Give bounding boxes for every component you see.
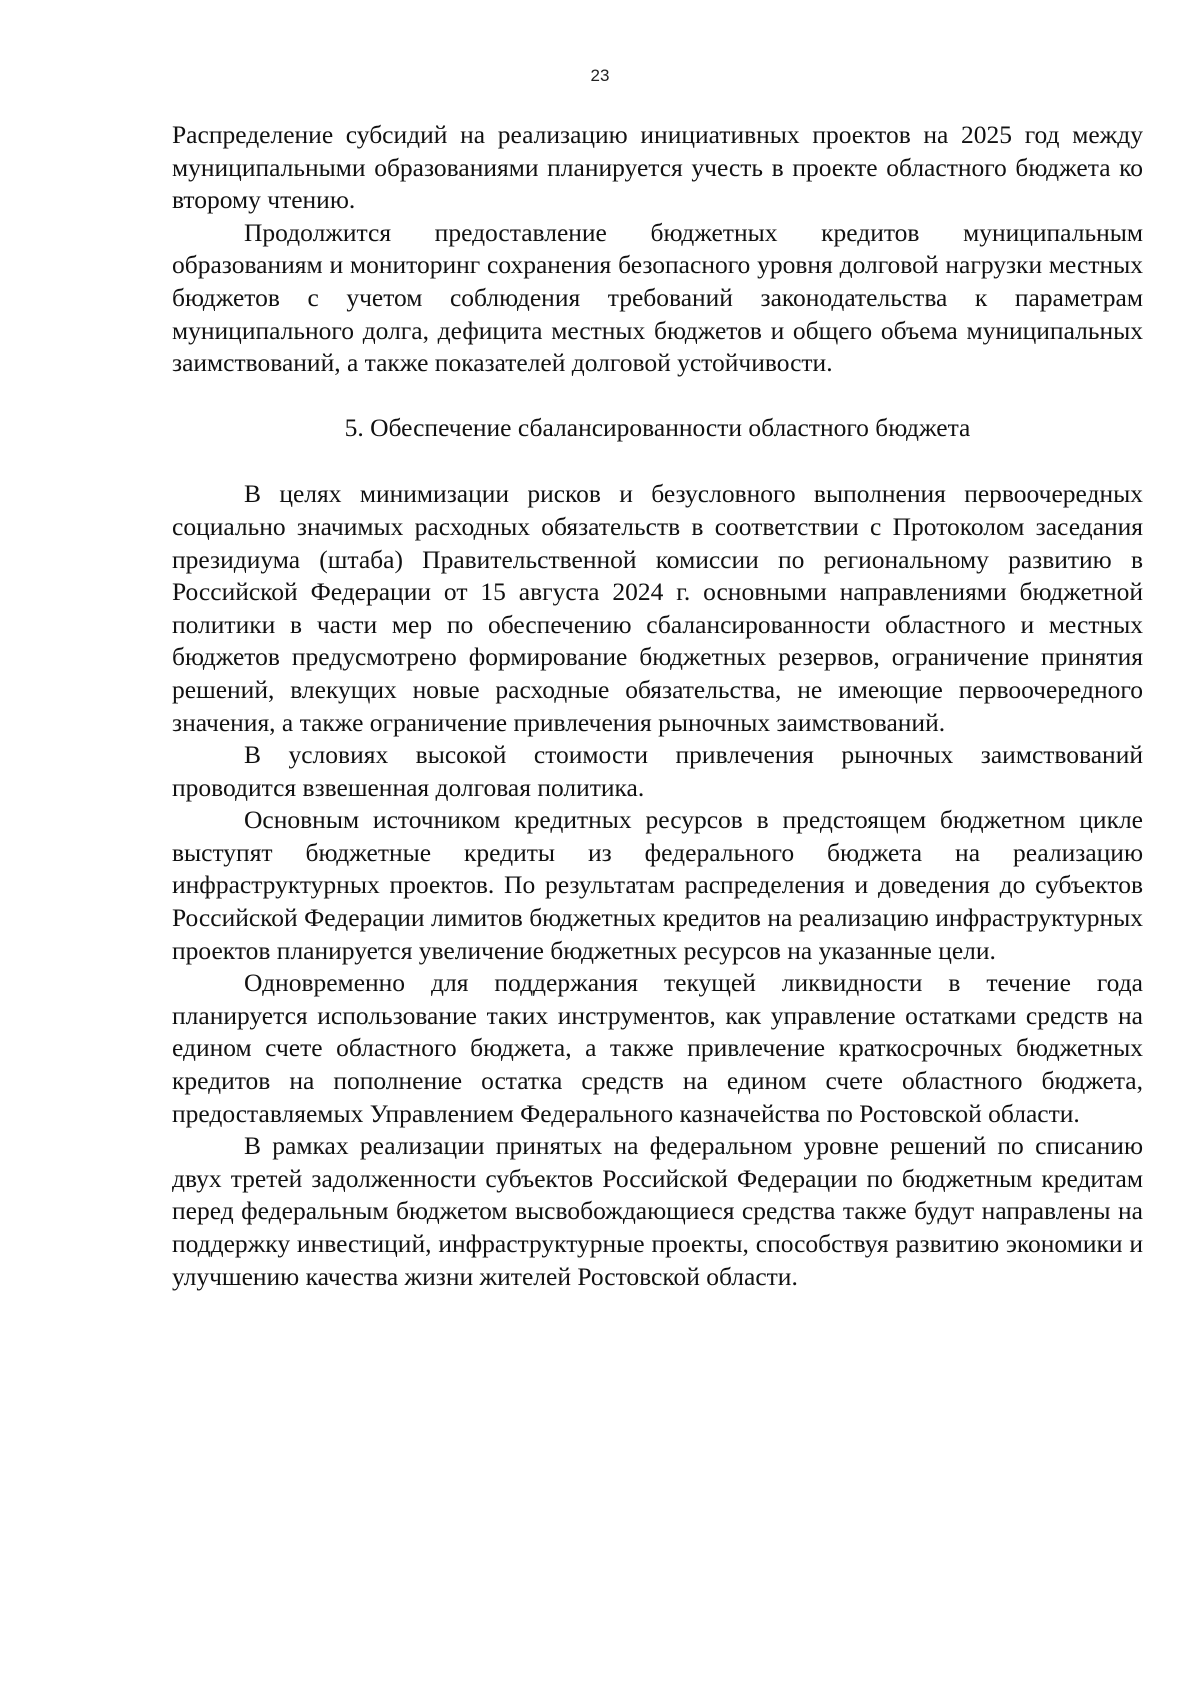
spacer bbox=[172, 380, 1143, 412]
paragraph-debt-write-off: В рамках реализации принятых на федеральном уровне решений по списанию двух третей задолженности субъектов Российской Федерации по бюджетным кредитам перед федеральным бюджетом высвобождающиеся средства также будут направлены на поддержку инвестиций, инфраструктурные проекты, способствуя развитию экономики и улучшению качества жизни жителей Ростовской области. bbox=[172, 1131, 1143, 1291]
paragraph-risk-minimization: В целях минимизации рисков и безусловного выполнения первоочередных социально значимых расходных обязательств в соответствии с Протоколом заседания президиума (штаба) Правительственной комиссии по региональному развитию в Российской Федерации от 15 августа 2024 г. основными направлениями бюджетной политики в части мер по обеспечению сбалансированности областного и местных бюджетов предусмотрено формирование бюджетных резервов, ограничение принятия решений, влекущих новые расходные обязательства, не имеющие первоочередного значения, а также ограничение привлечения рыночных заимствований. bbox=[172, 479, 1143, 737]
paragraph-liquidity-instruments: Одновременно для поддержания текущей ликвидности в течение года планируется использование таких инструментов, как управление остатками средств на едином счете областного бюджета, а также привлечение краткосрочных бюджетных кредитов на пополнение остатка средств на едином счете областного бюджета, предоставляемых Управлением Федерального казначейства по Ростовской области. bbox=[172, 968, 1143, 1128]
spacer bbox=[172, 444, 1143, 478]
paragraph-credit-resources: Основным источником кредитных ресурсов в предстоящем бюджетном цикле выступят бюджетные кредиты из федерального бюджета на реализацию инфраструктурных проектов. По результатам распределения и доведения до субъектов Российской Федерации лимитов бюджетных кредитов на реализацию инфраструктурных проектов планируется увеличение бюджетных ресурсов на указанные цели. bbox=[172, 805, 1143, 965]
page-number: 23 bbox=[590, 66, 610, 85]
paragraph-subsidies-distribution: Распределение субсидий на реализацию инициативных проектов на 2025 год между муниципальными образованиями планируется учесть в проекте областного бюджета ко второму чтению. bbox=[172, 120, 1143, 215]
paragraph-budget-credits-municipal: Продолжится предоставление бюджетных кредитов муниципальным образованиям и мониторинг сохранения безопасного уровня долговой нагрузки местных бюджетов с учетом соблюдения требований законодательства к параметрам муниципального долга, дефицита местных бюджетов и общего объема муниципальных заимствований, а также показателей долговой устойчивости. bbox=[172, 217, 1143, 378]
document-body bbox=[172, 119, 1143, 1293]
paragraph-debt-policy: В условиях высокой стоимости привлечения рыночных заимствований проводится взвешенная долговая политика. bbox=[172, 740, 1143, 802]
section-heading: 5. Обеспечение сбалансированности областного бюджета bbox=[344, 412, 971, 442]
